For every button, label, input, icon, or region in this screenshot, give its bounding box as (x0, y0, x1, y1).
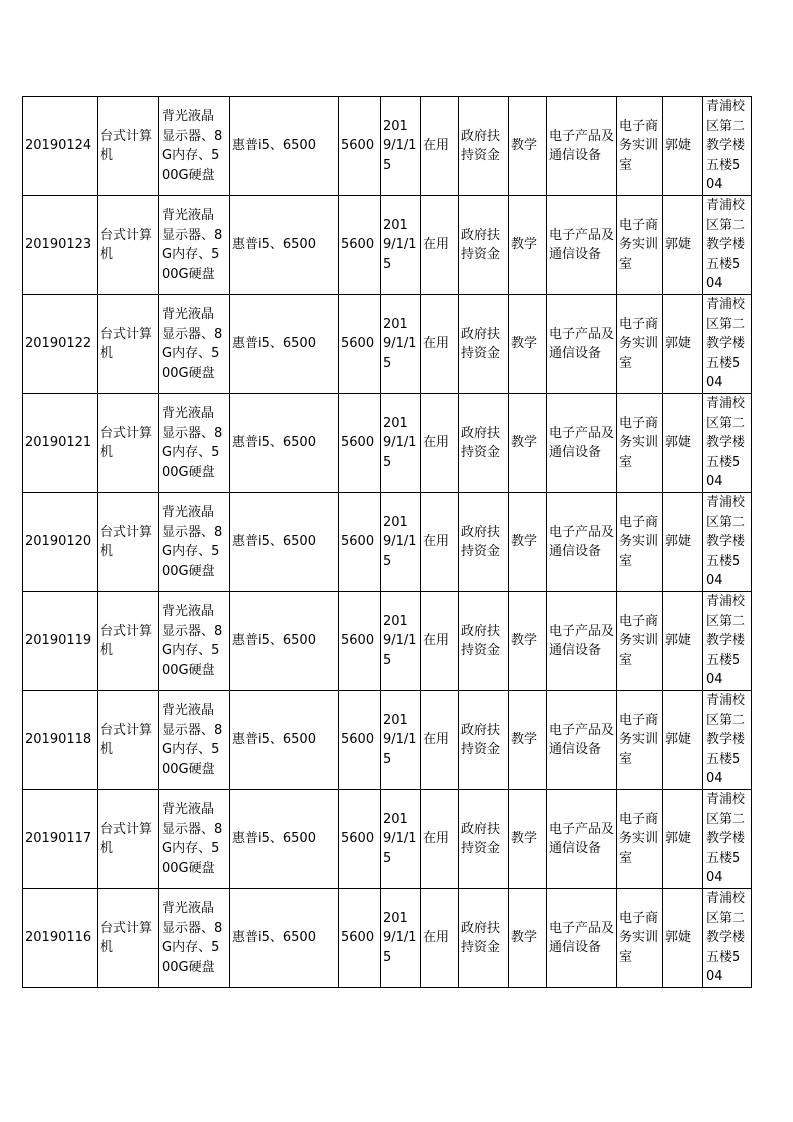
asset-number-cell: 20190122 (23, 295, 98, 394)
asset-category-cell: 电子产品及通信设备 (547, 790, 617, 889)
storage-location-cell: 青浦校区第二教学楼五楼504 (703, 394, 752, 493)
specification-cell: 背光液晶显示器、8G内存、500G硬盘 (159, 295, 230, 394)
storage-location-cell: 青浦校区第二教学楼五楼504 (703, 691, 752, 790)
asset-name-cell: 台式计算机 (98, 493, 159, 592)
department-room-cell: 电子商务实训室 (617, 592, 663, 691)
storage-location-cell: 青浦校区第二教学楼五楼504 (703, 295, 752, 394)
table-row (23, 97, 752, 196)
asset-inventory-table (22, 96, 752, 988)
brand-model-cell: 惠普i5、6500 (230, 394, 339, 493)
specification-cell: 背光液晶显示器、8G内存、500G硬盘 (159, 493, 230, 592)
asset-name-cell: 台式计算机 (98, 790, 159, 889)
asset-number-cell: 20190116 (23, 889, 98, 988)
custodian-cell: 郭婕 (663, 394, 703, 493)
asset-number-cell: 20190121 (23, 394, 98, 493)
department-room-cell: 电子商务实训室 (617, 493, 663, 592)
usage-purpose-cell: 教学 (509, 493, 547, 592)
table-body (23, 97, 752, 988)
usage-purpose-cell: 教学 (509, 691, 547, 790)
funding-source-cell: 政府扶持资金 (459, 295, 509, 394)
asset-number-cell: 20190117 (23, 790, 98, 889)
usage-purpose-cell: 教学 (509, 295, 547, 394)
custodian-cell: 郭婕 (663, 295, 703, 394)
asset-category-cell: 电子产品及通信设备 (547, 691, 617, 790)
usage-status-cell: 在用 (421, 196, 459, 295)
storage-location-cell: 青浦校区第二教学楼五楼504 (703, 97, 752, 196)
table-row (23, 691, 752, 790)
funding-source-cell: 政府扶持资金 (459, 196, 509, 295)
asset-number-cell: 20190124 (23, 97, 98, 196)
purchase-date-cell: 2019/1/15 (381, 97, 421, 196)
unit-price-cell: 5600 (339, 592, 381, 691)
brand-model-cell: 惠普i5、6500 (230, 295, 339, 394)
table-row (23, 592, 752, 691)
funding-source-cell: 政府扶持资金 (459, 97, 509, 196)
unit-price-cell: 5600 (339, 196, 381, 295)
unit-price-cell: 5600 (339, 790, 381, 889)
asset-category-cell: 电子产品及通信设备 (547, 97, 617, 196)
usage-status-cell: 在用 (421, 790, 459, 889)
asset-category-cell: 电子产品及通信设备 (547, 493, 617, 592)
funding-source-cell: 政府扶持资金 (459, 592, 509, 691)
custodian-cell: 郭婕 (663, 592, 703, 691)
table-row (23, 394, 752, 493)
department-room-cell: 电子商务实训室 (617, 790, 663, 889)
department-room-cell: 电子商务实训室 (617, 295, 663, 394)
storage-location-cell: 青浦校区第二教学楼五楼504 (703, 790, 752, 889)
asset-number-cell: 20190118 (23, 691, 98, 790)
unit-price-cell: 5600 (339, 394, 381, 493)
department-room-cell: 电子商务实训室 (617, 394, 663, 493)
usage-purpose-cell: 教学 (509, 97, 547, 196)
brand-model-cell: 惠普i5、6500 (230, 592, 339, 691)
custodian-cell: 郭婕 (663, 790, 703, 889)
storage-location-cell: 青浦校区第二教学楼五楼504 (703, 592, 752, 691)
usage-status-cell: 在用 (421, 592, 459, 691)
funding-source-cell: 政府扶持资金 (459, 691, 509, 790)
unit-price-cell: 5600 (339, 97, 381, 196)
asset-name-cell: 台式计算机 (98, 97, 159, 196)
department-room-cell: 电子商务实训室 (617, 97, 663, 196)
table-row (23, 889, 752, 988)
custodian-cell: 郭婕 (663, 691, 703, 790)
funding-source-cell: 政府扶持资金 (459, 790, 509, 889)
custodian-cell: 郭婕 (663, 196, 703, 295)
department-room-cell: 电子商务实训室 (617, 691, 663, 790)
table-row (23, 790, 752, 889)
usage-status-cell: 在用 (421, 394, 459, 493)
purchase-date-cell: 2019/1/15 (381, 196, 421, 295)
unit-price-cell: 5600 (339, 691, 381, 790)
unit-price-cell: 5600 (339, 493, 381, 592)
usage-purpose-cell: 教学 (509, 790, 547, 889)
brand-model-cell: 惠普i5、6500 (230, 889, 339, 988)
usage-purpose-cell: 教学 (509, 196, 547, 295)
usage-status-cell: 在用 (421, 493, 459, 592)
table-row (23, 493, 752, 592)
funding-source-cell: 政府扶持资金 (459, 394, 509, 493)
unit-price-cell: 5600 (339, 889, 381, 988)
custodian-cell: 郭婕 (663, 493, 703, 592)
department-room-cell: 电子商务实训室 (617, 196, 663, 295)
purchase-date-cell: 2019/1/15 (381, 394, 421, 493)
brand-model-cell: 惠普i5、6500 (230, 196, 339, 295)
custodian-cell: 郭婕 (663, 889, 703, 988)
purchase-date-cell: 2019/1/15 (381, 790, 421, 889)
funding-source-cell: 政府扶持资金 (459, 493, 509, 592)
purchase-date-cell: 2019/1/15 (381, 295, 421, 394)
asset-category-cell: 电子产品及通信设备 (547, 295, 617, 394)
specification-cell: 背光液晶显示器、8G内存、500G硬盘 (159, 97, 230, 196)
asset-name-cell: 台式计算机 (98, 196, 159, 295)
usage-status-cell: 在用 (421, 889, 459, 988)
usage-purpose-cell: 教学 (509, 394, 547, 493)
asset-category-cell: 电子产品及通信设备 (547, 889, 617, 988)
storage-location-cell: 青浦校区第二教学楼五楼504 (703, 889, 752, 988)
specification-cell: 背光液晶显示器、8G内存、500G硬盘 (159, 394, 230, 493)
asset-category-cell: 电子产品及通信设备 (547, 196, 617, 295)
brand-model-cell: 惠普i5、6500 (230, 790, 339, 889)
purchase-date-cell: 2019/1/15 (381, 691, 421, 790)
funding-source-cell: 政府扶持资金 (459, 889, 509, 988)
asset-name-cell: 台式计算机 (98, 889, 159, 988)
asset-number-cell: 20190123 (23, 196, 98, 295)
specification-cell: 背光液晶显示器、8G内存、500G硬盘 (159, 592, 230, 691)
asset-category-cell: 电子产品及通信设备 (547, 592, 617, 691)
brand-model-cell: 惠普i5、6500 (230, 691, 339, 790)
storage-location-cell: 青浦校区第二教学楼五楼504 (703, 493, 752, 592)
asset-name-cell: 台式计算机 (98, 592, 159, 691)
asset-name-cell: 台式计算机 (98, 295, 159, 394)
asset-name-cell: 台式计算机 (98, 691, 159, 790)
department-room-cell: 电子商务实训室 (617, 889, 663, 988)
custodian-cell: 郭婕 (663, 97, 703, 196)
storage-location-cell: 青浦校区第二教学楼五楼504 (703, 196, 752, 295)
purchase-date-cell: 2019/1/15 (381, 493, 421, 592)
table-row (23, 295, 752, 394)
specification-cell: 背光液晶显示器、8G内存、500G硬盘 (159, 691, 230, 790)
brand-model-cell: 惠普i5、6500 (230, 493, 339, 592)
asset-number-cell: 20190120 (23, 493, 98, 592)
usage-status-cell: 在用 (421, 691, 459, 790)
specification-cell: 背光液晶显示器、8G内存、500G硬盘 (159, 790, 230, 889)
brand-model-cell: 惠普i5、6500 (230, 97, 339, 196)
asset-category-cell: 电子产品及通信设备 (547, 394, 617, 493)
usage-status-cell: 在用 (421, 295, 459, 394)
unit-price-cell: 5600 (339, 295, 381, 394)
usage-purpose-cell: 教学 (509, 889, 547, 988)
usage-status-cell: 在用 (421, 97, 459, 196)
usage-purpose-cell: 教学 (509, 592, 547, 691)
asset-number-cell: 20190119 (23, 592, 98, 691)
purchase-date-cell: 2019/1/15 (381, 592, 421, 691)
table-row (23, 196, 752, 295)
purchase-date-cell: 2019/1/15 (381, 889, 421, 988)
specification-cell: 背光液晶显示器、8G内存、500G硬盘 (159, 889, 230, 988)
specification-cell: 背光液晶显示器、8G内存、500G硬盘 (159, 196, 230, 295)
asset-name-cell: 台式计算机 (98, 394, 159, 493)
